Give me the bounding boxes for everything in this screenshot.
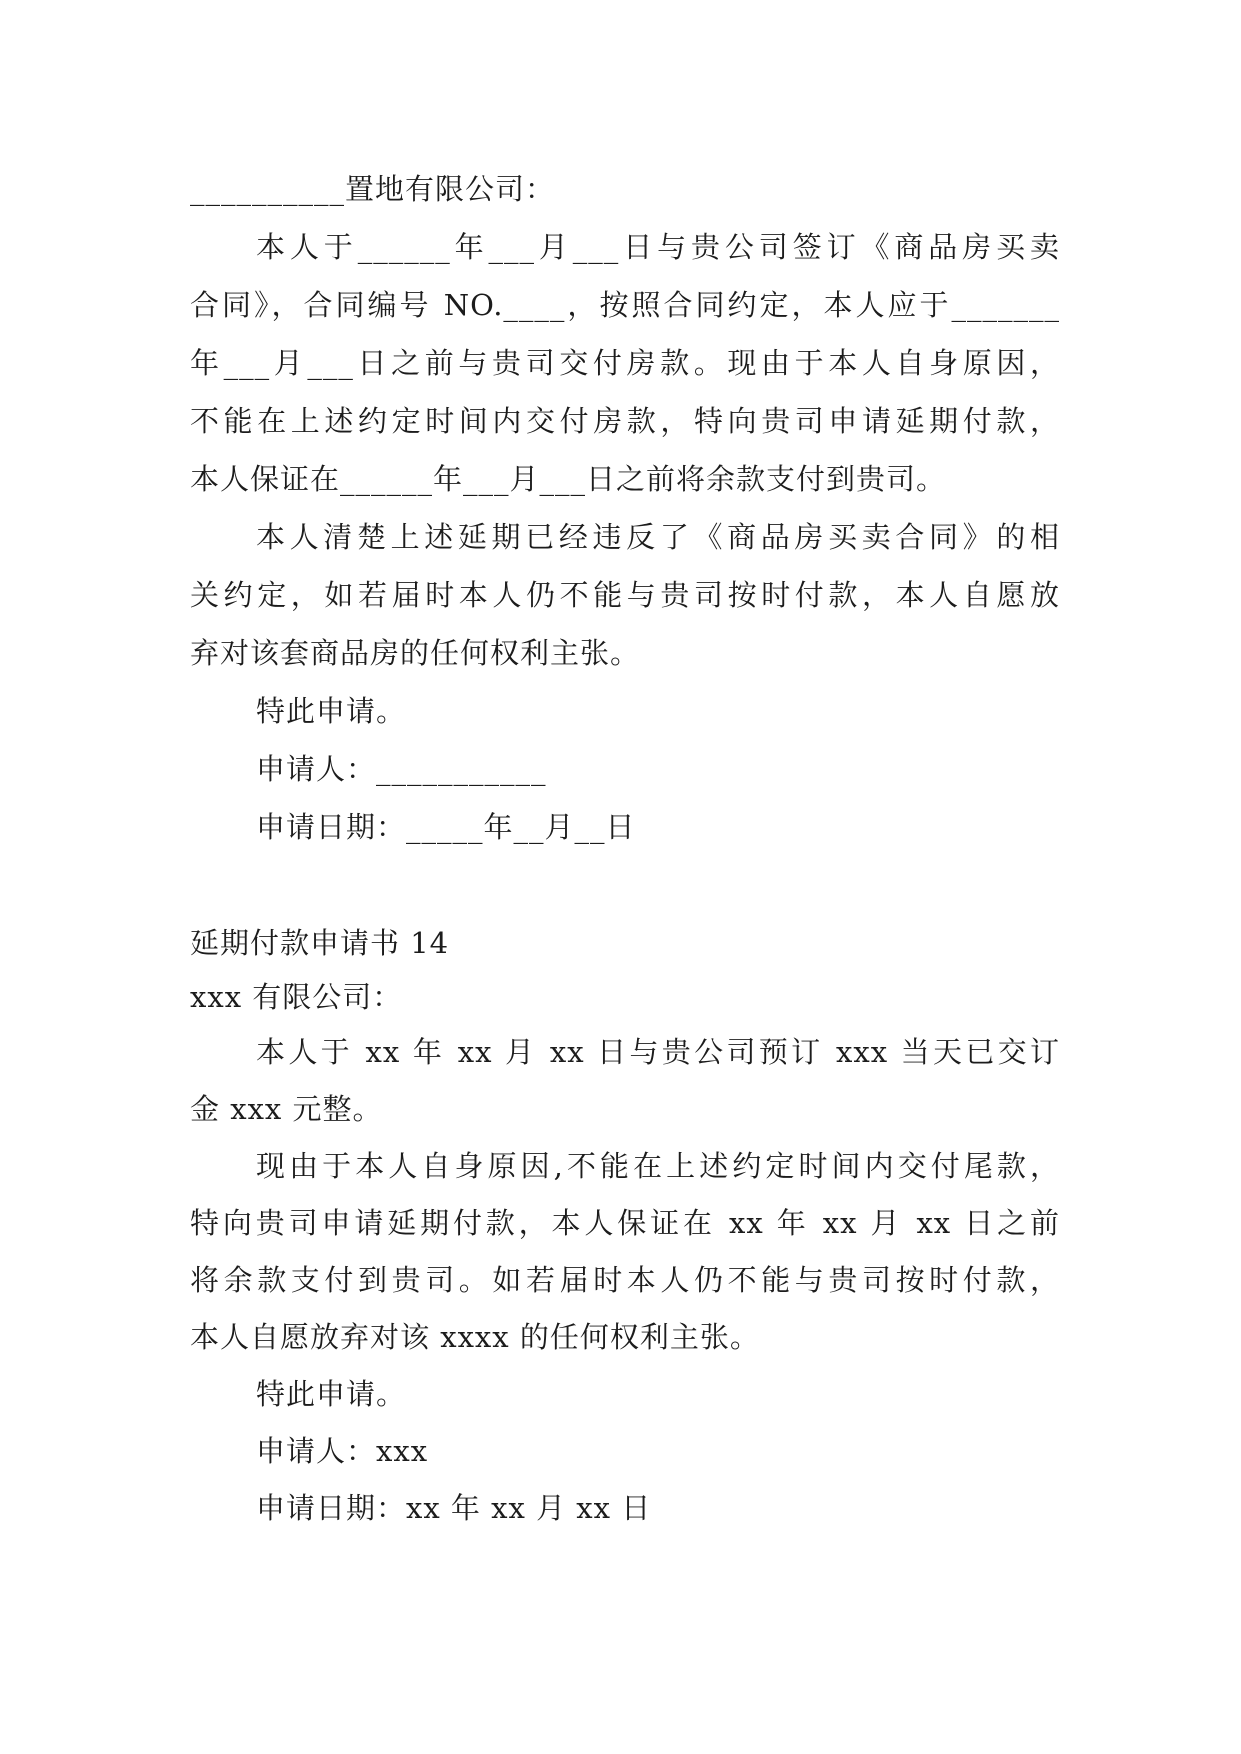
paragraph-line: 特向贵司申请延期付款，本人保证在 xx 年 xx 月 xx 日之前: [190, 1206, 1060, 1240]
date-line: 申请日期：_____年__月__日: [256, 810, 636, 844]
document-page: [190, 160, 1060, 1537]
paragraph-line: 年___月___日之前与贵司交付房款。现由于本人自身原因，: [190, 346, 1060, 380]
closing-text: 特此申请。: [256, 694, 407, 728]
paragraph-line: 本人清楚上述延期已经违反了《商品房买卖合同》的相: [256, 520, 1060, 554]
paragraph-line: 本人于______年___月___日与贵公司签订《商品房买卖: [256, 230, 1060, 264]
applicant-line: 申请人：___________: [256, 752, 547, 786]
document-title: 延期付款申请书 14: [190, 926, 450, 960]
paragraph-line: 不能在上述约定时间内交付房款，特向贵司申请延期付款，: [190, 404, 1060, 438]
paragraph-line: 关约定，如若届时本人仍不能与贵司按时付款，本人自愿放: [190, 578, 1060, 612]
paragraph-line: 金 xxx 元整。: [190, 1092, 383, 1126]
salutation: __________置地有限公司：: [190, 172, 556, 206]
paragraph-line: 本人于 xx 年 xx 月 xx 日与贵公司预订 xxx 当天已交订: [256, 1035, 1060, 1069]
paragraph-line: 现由于本人自身原因,不能在上述约定时间内交付尾款，: [256, 1149, 1060, 1183]
section-gap: [190, 856, 1060, 916]
second-letter: [190, 916, 1060, 1537]
date-line: 申请日期：xx 年 xx 月 xx 日: [256, 1491, 652, 1525]
paragraph-line: 弃对该套商品房的任何权利主张。: [190, 636, 641, 670]
paragraph-line: 合同》，合同编号 NO.____，按照合同约定，本人应于_______: [190, 288, 1060, 322]
paragraph-line: 本人保证在______年___月___日之前将余款支付到贵司。: [190, 462, 947, 496]
paragraph-line: 本人自愿放弃对该 xxxx 的任何权利主张。: [190, 1320, 760, 1354]
applicant-line: 申请人：xxx: [256, 1434, 429, 1468]
salutation: xxx 有限公司：: [190, 980, 403, 1014]
closing-text: 特此申请。: [256, 1377, 407, 1411]
paragraph-line: 将余款支付到贵司。如若届时本人仍不能与贵司按时付款，: [190, 1263, 1060, 1297]
